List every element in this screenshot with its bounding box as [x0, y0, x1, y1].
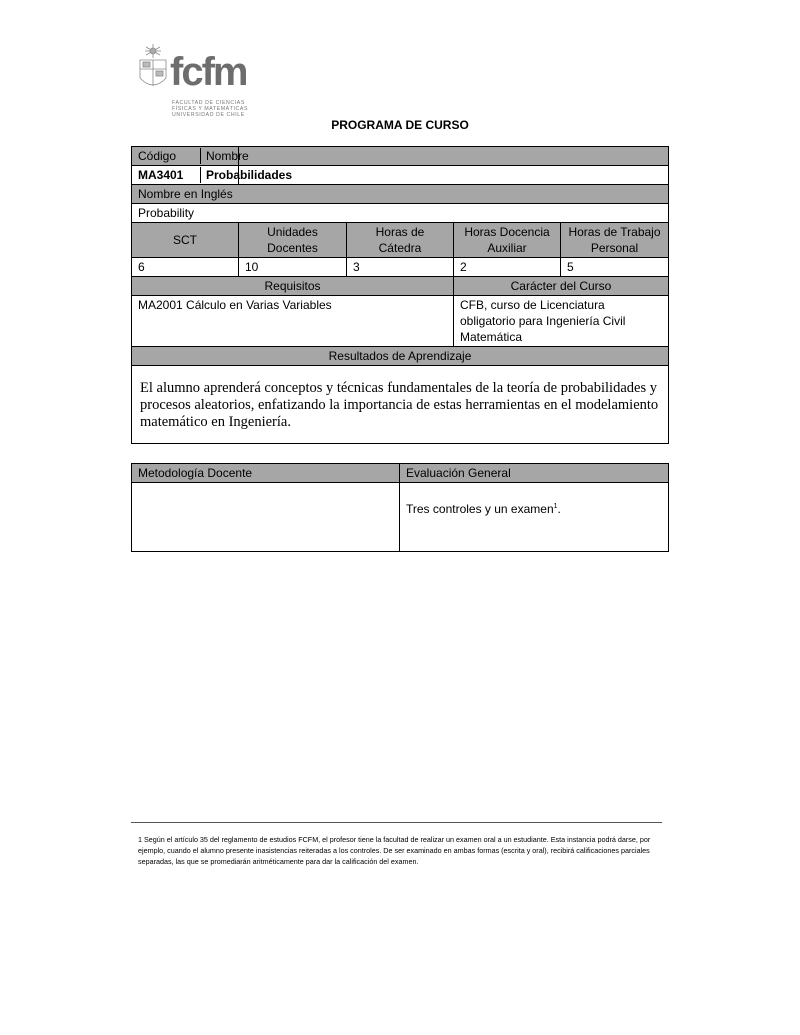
horas-catedra-value: 3	[347, 258, 454, 277]
course-code: MA3401	[132, 166, 239, 185]
requisitos-value: MA2001 Cálculo en Varias Variables	[132, 296, 454, 347]
page-title: PROGRAMA DE CURSO	[331, 118, 469, 132]
footnote-mark: 1	[553, 503, 558, 510]
course-name: Probabilidades	[239, 166, 669, 185]
unidades-value: 10	[239, 258, 347, 277]
horas-auxiliar-label: Horas Docencia Auxiliar	[454, 223, 561, 258]
english-name-label: Nombre en Inglés	[132, 185, 669, 204]
horas-personal-value: 5	[561, 258, 669, 277]
resultados-label: Resultados de Aprendizaje	[132, 347, 669, 366]
logo-wordmark: fcfm	[170, 50, 247, 94]
university-crest-icon	[136, 42, 170, 94]
horas-personal-label: Horas de Trabajo Personal	[561, 223, 669, 258]
metodologia-value	[132, 483, 400, 552]
code-label: Código	[132, 147, 239, 166]
footnote: 1 Según el artículo 35 del reglamento de estudios FCFM, el profesor tiene la facultad de realizar un examen oral a un estudiante. Esta instancia podrá darse, por ejemplo, cuando el alumno presente inasistencias reiteradas a los controles. De ser examinado en ambas formas (escrita y oral), recibirá calificaciones parciales separadas, las que se promediarán aritméticamente para dar la calificación del examen.	[138, 835, 651, 866]
caracter-label: Carácter del Curso	[454, 277, 669, 296]
fcfm-logo	[134, 42, 264, 120]
metodologia-label: Metodología Docente	[132, 464, 400, 483]
sct-label: SCT	[132, 223, 239, 258]
unidades-label: Unidades Docentes	[239, 223, 347, 258]
logo-subtitle: FACULTAD DE CIENCIAS FÍSICAS Y MATEMÁTICAS UNIVERSIDAD DE CHILE	[172, 100, 249, 118]
horas-auxiliar-value: 2	[454, 258, 561, 277]
caracter-value: CFB, curso de Licenciatura obligatorio para Ingeniería Civil Matemática	[454, 296, 669, 347]
sct-value: 6	[132, 258, 239, 277]
methodology-table	[131, 463, 669, 552]
evaluacion-value: Tres controles y un examen$^1$.	[400, 483, 669, 552]
horas-catedra-label: Horas de Cátedra	[347, 223, 454, 258]
footnote-divider	[131, 822, 662, 823]
english-name: Probability	[132, 204, 669, 223]
resultados-text: El alumno aprenderá conceptos y técnicas fundamentales de la teoría de probabilidades y procesos aleatorios, enfatizando la importancia de estas herramientas en el modelamiento matemático en Ingeniería.	[132, 366, 669, 444]
course-info-table	[131, 146, 669, 444]
name-label: Nombre	[239, 147, 669, 166]
evaluacion-label: Evaluación General	[400, 464, 669, 483]
requisitos-label: Requisitos	[132, 277, 454, 296]
